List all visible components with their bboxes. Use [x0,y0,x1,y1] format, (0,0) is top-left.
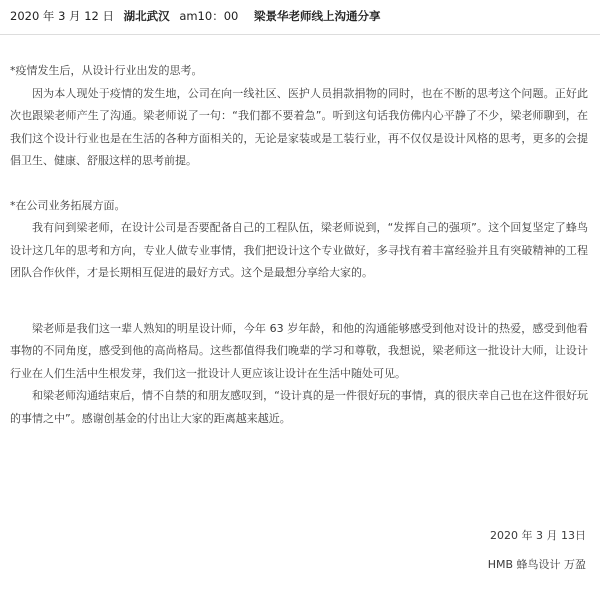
header-date: 2020 年 3 月 12 日 [10,9,114,23]
paragraph-gap [10,285,588,318]
paragraph-closing: 和梁老师沟通结束后，情不自禁的和朋友感叹到，“设计真的是一件很好玩的事情，真的很庆幸自己也在这件很好玩的事情之中”。感谢创基金的付出让大家的距离越来越近。 [10,389,588,425]
signature-name: HMB 蜂鸟设计 万盈 [487,558,586,571]
document-header [10,7,595,25]
section-heading-epidemic: *疫情发生后，从设计行业出发的思考。 [10,64,203,77]
section-heading-business: *在公司业务拓展方面。 [10,198,126,212]
header-place: 湖北武汉 [123,9,170,23]
paragraph-gap [10,173,588,195]
paragraph-epidemic: 因为本人现处于疫情的发生地，公司在向一线社区、医护人员捐款捐物的同时，也在不断的思考这个问题。正好此次也跟梁老师产生了沟通。梁老师说了一句：“我们都不要着急”。听到这句话我仿佛内心平静了不少，梁老师聊到，在我们这个设计行业也是在生活的各种方面相关的，无论是家装或是工装行业，再不仅仅是设计风格的思考，更多的会提倡卫生、健康、舒服这样的思考前提。 [10,86,588,167]
document-body [10,60,588,430]
paragraph-business: 我有问到梁老师，在设计公司是否要配备自己的工程队伍，梁老师说到，“发挥自己的强项”。这个回复坚定了蜂鸟设计这几年的思考和方向，专业人做专业事情，我们把设计这个专业做好，多寻找有着丰富经验并且有突破精神的工程团队合作伙伴，才是长期相互促进的最好方式。这个是最想分享给大家的。 [10,221,588,279]
header-divider [0,34,600,35]
header-topic: 梁景华老师线上沟通分享 [254,9,381,23]
signature-date: 2020 年 3 月 13日 [490,529,586,542]
paragraph-about-teacher: 梁老师是我们这一辈人熟知的明星设计师，今年 63 岁年龄，和他的沟通能够感受到他对设计的热爱，感受到他看事物的不同角度，感受到他的高尚格局。这些都值得我们晚辈的学习和尊敬，我想说，梁老师这一批设计大师，让设计行业在人们生活中生根发芽，我们这一批设计人更应该让设计在生活中随处可见。 [10,321,588,380]
header-time: am10：00 [179,9,239,23]
